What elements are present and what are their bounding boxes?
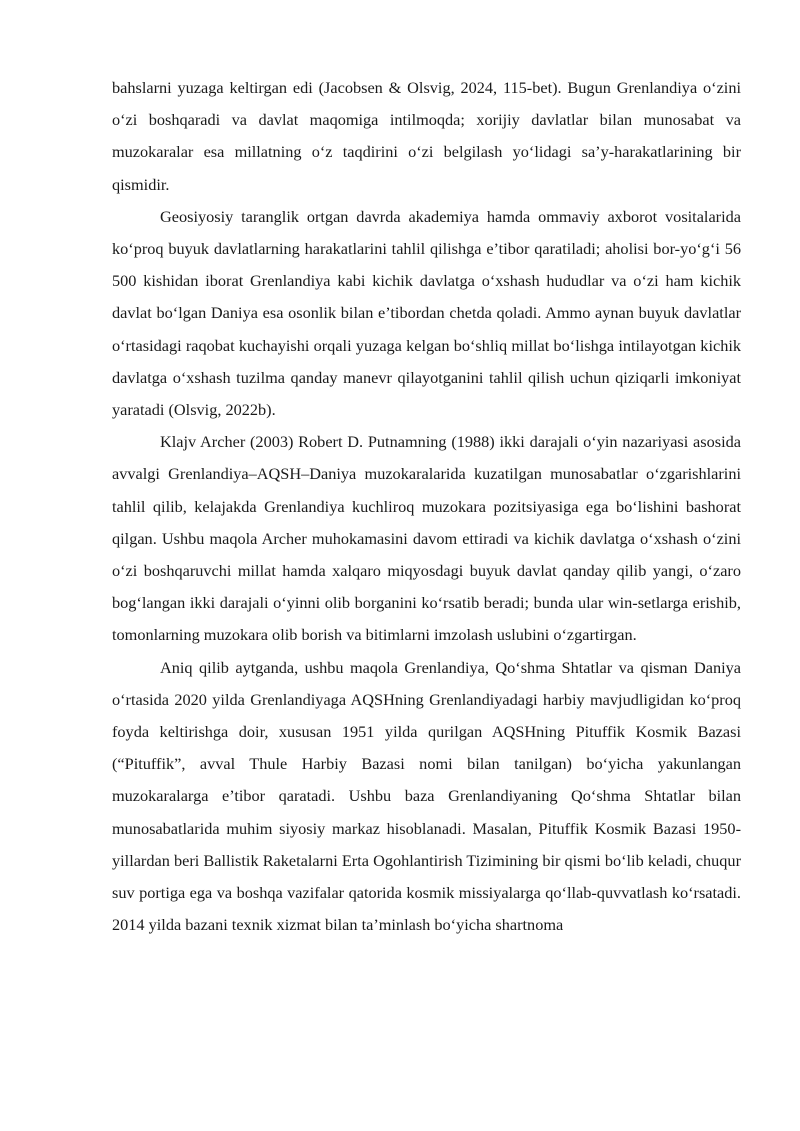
- paragraph-4: Aniq qilib aytganda, ushbu maqola Grenlandiya, Qo‘shma Shtatlar va qisman Daniya o‘rtasida 2020 yilda Grenlandiyaga AQSHning Grenlandiyadagi harbiy mavjudligidan ko‘proq foyda keltirishga doir, xususan 1951 yilda qurilgan AQSHning Pituffik Kosmik Bazasi (“Pituffik”, avval Thule Harbiy Bazasi nomi bilan tanilgan) bo‘yicha yakunlangan muzokaralarga e’tibor qaratadi. Ushbu baza Grenlandiyaning Qo‘shma Shtatlar bilan munosabatlarida muhim siyosiy markaz hisoblanadi. Masalan, Pituffik Kosmik Bazasi 1950-yillardan beri Ballistik Raketalarni Erta Ogohlantirish Tizimining bir qismi bo‘lib keladi, chuqur suv portiga ega va boshqa vazifalar qatorida kosmik missiyalarga qo‘llab-quvvatlash ko‘rsatadi. 2014 yilda bazani texnik xizmat bilan ta’minlash bo‘yicha shartnoma: [112, 657, 741, 935]
- paragraph-1: bahslarni yuzaga keltirgan edi (Jacobsen & Olsvig, 2024, 115-bet). Bugun Grenlandiya o‘zini o‘zi boshqaradi va davlat maqomiga intilmoqda; xorijiy davlatlar bilan munosabat va muzokaralar esa millatning o‘z taqdirini o‘zi belgilash yo‘lidagi sa’y-harakatlarining bir qismidir.: [112, 78, 741, 194]
- paragraph-3: Klajv Archer (2003) Robert D. Putnamning (1988) ikki darajali o‘yin nazariyasi asosida avvalgi Grenlandiya–AQSH–Daniya muzokaralarida kuzatilgan munosabatlar o‘zgarishlarini tahlil qilib, kelajakda Grenlandiya kuchliroq muzokara pozitsiyasiga ega bo‘lishini bashorat qilgan. Ushbu maqola Archer muhokamasini davom ettiradi va kichik davlatga o‘xshash o‘zini o‘zi boshqaruvchi millat hamda xalqaro miqyosdagi buyuk davlat qanday qilib yangi, o‘zaro bog‘langan ikki darajali o‘yinni olib borganini ko‘rsatib beradi; bunda ular win-setlarga erishib, tomonlarning muzokara olib borish va bitimlarni imzolash uslubini o‘zgartirgan.: [112, 432, 741, 645]
- paragraph-2: Geosiyosiy taranglik ortgan davrda akademiya hamda ommaviy axborot vositalarida ko‘proq buyuk davlatlarning harakatlarini tahlil qilishga e’tibor qaratiladi; aholisi bor-yo‘g‘i 56 500 kishidan iborat Grenlandiya kabi kichik davlatga o‘xshash hududlar va o‘zi ham kichik davlat bo‘lgan Daniya esa osonlik bilan e’tibordan chetda qoladi. Ammo aynan buyuk davlatlar o‘rtasidagi raqobat kuchayishi orqali yuzaga kelgan bo‘shliq millat bo‘lishga intilayotgan kichik davlatga o‘xshash tuzilma qanday manevr qilayotganini tahlil qilish uchun qiziqarli imkoniyat yaratadi (Olsvig, 2022b).: [112, 206, 741, 420]
- document-page: [112, 72, 741, 941]
